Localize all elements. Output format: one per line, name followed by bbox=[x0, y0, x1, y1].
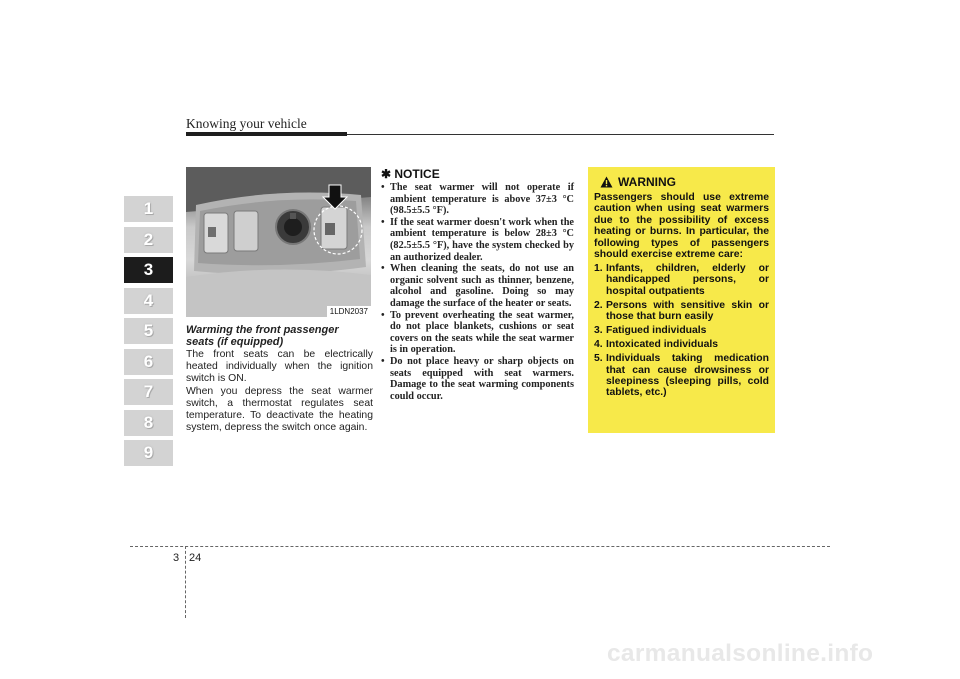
header-title: Knowing your vehicle bbox=[186, 116, 307, 131]
warning-title bbox=[600, 175, 676, 189]
warning-triangle-icon bbox=[600, 176, 613, 188]
notice-list bbox=[381, 182, 574, 402]
watermark: carmanualsonline.info bbox=[607, 640, 874, 667]
warning-item: 3. Fatigued individuals bbox=[594, 325, 707, 337]
chapter-tab-1[interactable]: 1 bbox=[124, 196, 173, 222]
chapter-tab-9[interactable]: 9 bbox=[124, 440, 173, 466]
notice-item: • The seat warmer will not operate if ambient temperature is above 37±3 °C (98.5±5.5 °F). bbox=[381, 182, 574, 217]
footer-divider bbox=[185, 546, 186, 618]
photo-caption: Warming the front passenger seats (if equipped) bbox=[186, 324, 339, 348]
warning-item: 2. Persons with sensitive skin or those that burn easily bbox=[594, 299, 769, 323]
warning-box bbox=[588, 167, 775, 433]
warning-item: 4. Intoxicated individuals bbox=[594, 339, 719, 351]
chapter-tabs bbox=[124, 196, 173, 471]
notice-item: • When cleaning the seats, do not use an organic solvent such as thinner, benzene, alcohol and gasoline. Doing so may damage the surface of the heater or seats. bbox=[381, 263, 574, 309]
warning-list bbox=[594, 263, 769, 401]
header-bar bbox=[186, 132, 347, 136]
chapter-tab-6[interactable]: 6 bbox=[124, 349, 173, 375]
chapter-tab-5[interactable]: 5 bbox=[124, 318, 173, 344]
warning-intro: Passengers should use extreme caution when using seat warmers due to the possibility of excess heating or burns. In particular, the following types of passengers should exercise extreme care: bbox=[594, 192, 769, 261]
warning-item: 1. Infants, children, elderly or handicapped persons, or hospital outpatients bbox=[594, 263, 769, 297]
footer-rule bbox=[130, 546, 830, 547]
notice-title: ✱ NOTICE bbox=[381, 167, 440, 181]
footer-chapter-number: 3 bbox=[173, 552, 180, 564]
console-illustration bbox=[186, 167, 371, 317]
chapter-tab-4[interactable]: 4 bbox=[124, 288, 173, 314]
blank-switch-middle bbox=[234, 211, 258, 251]
notice-item: • If the seat warmer doesn't work when the ambient temperature is below 28±3 °C (82.5±5.5 °F), have the system checked by an authorized dealer. bbox=[381, 217, 574, 263]
chapter-tab-3[interactable]: 3 bbox=[124, 257, 173, 283]
warning-item: 5. Individuals taking medication that can cause drowsiness or sleepiness (sleeping pills, cold tablets, etc.) bbox=[594, 353, 769, 399]
seat-warmer-photo bbox=[186, 167, 371, 317]
operation-paragraph: When you depress the seat warmer switch, a thermostat regulates seat temperature. To deactivate the heating system, depress the switch once again. bbox=[186, 386, 373, 433]
header-rule bbox=[347, 134, 774, 135]
chapter-tab-2[interactable]: 2 bbox=[124, 227, 173, 253]
notice-item: • Do not place heavy or sharp objects on seats equipped with seat warmers. Damage to the seat warming components could occur. bbox=[381, 356, 574, 402]
footer-page-number: 24 bbox=[189, 552, 202, 564]
chapter-tab-8[interactable]: 8 bbox=[124, 410, 173, 436]
notice-item: • To prevent overheating the seat warmer, do not place blankets, cushions or seat covers on the seats while the seat warmer is in operation. bbox=[381, 310, 574, 356]
chapter-tab-7[interactable]: 7 bbox=[124, 379, 173, 405]
photo-code: 1LDN2037 bbox=[327, 306, 371, 317]
intro-paragraph: The front seats can be electrically heated individually when the ignition switch is ON. bbox=[186, 349, 373, 384]
warning-title-text: WARNING bbox=[618, 175, 676, 189]
